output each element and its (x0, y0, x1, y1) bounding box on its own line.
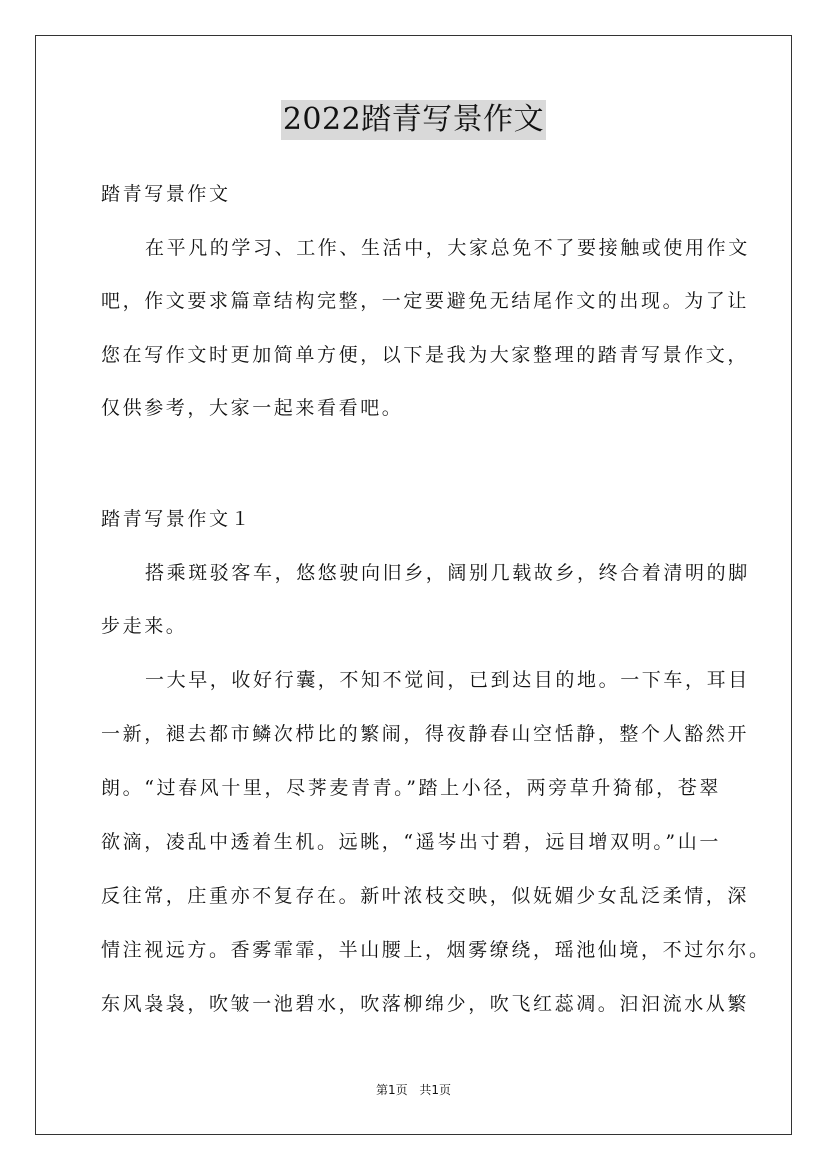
intro-line-4: 仅供参考，大家一起来看看吧。 (101, 397, 404, 419)
page-total: 共1页 (419, 1083, 452, 1097)
intro-line-2: 吧，作文要求篇章结构完整，一定要避免无结尾作文的出现。为了让 (101, 290, 750, 312)
paragraph2-line-1: 一大早，收好行囊，不知不觉间，已到达目的地。一下车，耳目 (145, 669, 750, 691)
page-footer (0, 1082, 827, 1098)
paragraph2-line-4: 欲滴，凌乱中透着生机。远眺，“遥岑出寸碧，远目增双明。”山一 (101, 831, 721, 853)
paragraph1-line-2: 步走来。 (101, 615, 188, 637)
paragraph2-line-6: 情注视远方。香雾霏霏，半山腰上，烟雾缭绕，瑶池仙境，不过尔尔。 (101, 939, 771, 961)
intro-line-3: 您在写作文时更加简单方便，以下是我为大家整理的踏青写景作文， (101, 344, 750, 366)
paragraph2-line-7: 东风袅袅，吹皱一池碧水，吹落柳绵少，吹飞红蕊凋。汩汩流水从繁 (101, 993, 750, 1015)
page-number: 第1页 (375, 1083, 408, 1097)
paragraph2-line-3: 朗。“过春风十里，尽荠麦青青。”踏上小径，两旁草升猗郁，苍翠 (101, 777, 721, 799)
document-title: 2022踏青写景作文 (281, 100, 546, 140)
intro-heading: 踏青写景作文 (101, 183, 231, 205)
section-heading: 踏青写景作文１ (101, 508, 253, 530)
intro-line-1: 在平凡的学习、工作、生活中，大家总免不了要接触或使用作文 (145, 237, 750, 259)
paragraph1-line-1: 搭乘斑驳客车，悠悠驶向旧乡，阔别几载故乡，终合着清明的脚 (145, 562, 750, 584)
paragraph2-line-2: 一新，褪去都市鳞次栉比的繁闹，得夜静春山空恬静，整个人豁然开 (101, 723, 750, 745)
paragraph2-line-5: 反往常，庄重亦不复存在。新叶浓枝交映，似妩媚少女乱泛柔情，深 (101, 885, 750, 907)
title-container (0, 100, 827, 140)
